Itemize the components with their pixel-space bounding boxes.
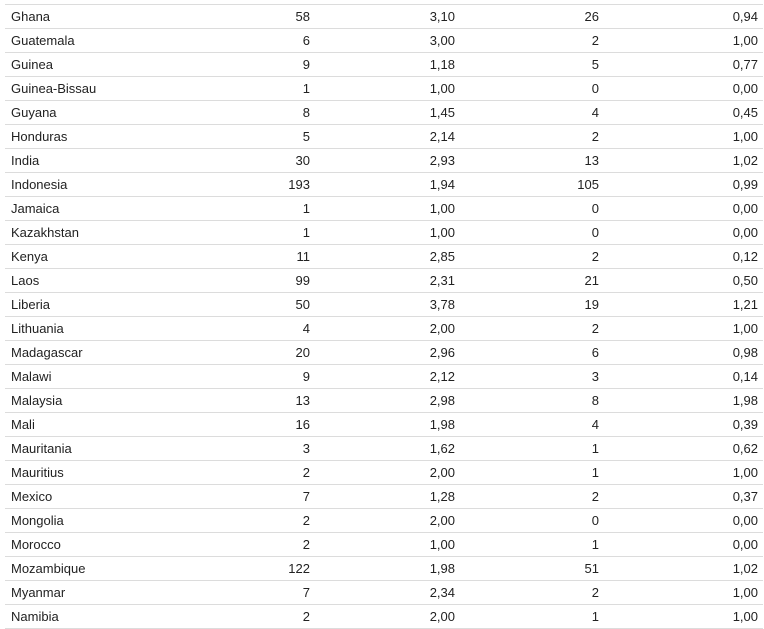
value-cell-1: 20	[121, 341, 310, 365]
table-row	[5, 101, 763, 125]
value-cell-3: 1	[455, 533, 599, 557]
value-cell-3: 0	[455, 221, 599, 245]
value-cell-3: 51	[455, 557, 599, 581]
value-cell-3: 4	[455, 413, 599, 437]
value-cell-3: 0	[455, 77, 599, 101]
value-cell-1: 2	[121, 533, 310, 557]
country-cell: Morocco	[5, 533, 121, 557]
value-cell-4: 1,98	[599, 389, 763, 413]
value-cell-3: 2	[455, 317, 599, 341]
value-cell-2: 2,34	[310, 581, 455, 605]
country-cell: Mauritania	[5, 437, 121, 461]
country-cell: Liberia	[5, 293, 121, 317]
value-cell-1: 3	[121, 437, 310, 461]
value-cell-2: 2,12	[310, 365, 455, 389]
value-cell-3: 4	[455, 101, 599, 125]
value-cell-2: 1,00	[310, 197, 455, 221]
table-row	[5, 557, 763, 581]
country-cell: Guinea-Bissau	[5, 77, 121, 101]
value-cell-3: 2	[455, 581, 599, 605]
value-cell-2: 2,14	[310, 125, 455, 149]
value-cell-2: 1,98	[310, 557, 455, 581]
country-cell: Mali	[5, 413, 121, 437]
value-cell-1: 7	[121, 581, 310, 605]
value-cell-4: 1,02	[599, 557, 763, 581]
value-cell-4: 1,00	[599, 317, 763, 341]
table-row	[5, 365, 763, 389]
value-cell-1: 13	[121, 389, 310, 413]
value-cell-4: 1,00	[599, 125, 763, 149]
value-cell-2: 1,00	[310, 77, 455, 101]
value-cell-2: 1,00	[310, 221, 455, 245]
value-cell-2: 2,00	[310, 509, 455, 533]
country-cell: Mongolia	[5, 509, 121, 533]
country-cell: Namibia	[5, 605, 121, 629]
table-row	[5, 5, 763, 29]
value-cell-4: 1,00	[599, 581, 763, 605]
value-cell-3: 21	[455, 269, 599, 293]
value-cell-4: 1,00	[599, 605, 763, 629]
value-cell-2: 2,31	[310, 269, 455, 293]
value-cell-1: 30	[121, 149, 310, 173]
table-row	[5, 125, 763, 149]
value-cell-1: 2	[121, 605, 310, 629]
country-cell: Laos	[5, 269, 121, 293]
value-cell-4: 1,00	[599, 461, 763, 485]
value-cell-3: 1	[455, 605, 599, 629]
value-cell-3: 19	[455, 293, 599, 317]
value-cell-4: 0,37	[599, 485, 763, 509]
table-row	[5, 293, 763, 317]
value-cell-2: 1,18	[310, 53, 455, 77]
country-cell: Madagascar	[5, 341, 121, 365]
value-cell-3: 2	[455, 245, 599, 269]
value-cell-1: 50	[121, 293, 310, 317]
table-row	[5, 173, 763, 197]
table-row	[5, 245, 763, 269]
value-cell-3: 13	[455, 149, 599, 173]
value-cell-1: 9	[121, 53, 310, 77]
value-cell-1: 7	[121, 485, 310, 509]
country-cell: Mauritius	[5, 461, 121, 485]
value-cell-3: 1	[455, 437, 599, 461]
value-cell-2: 1,94	[310, 173, 455, 197]
value-cell-2: 2,00	[310, 605, 455, 629]
value-cell-3: 26	[455, 5, 599, 29]
value-cell-1: 2	[121, 461, 310, 485]
value-cell-4: 0,14	[599, 365, 763, 389]
value-cell-3: 2	[455, 485, 599, 509]
value-cell-2: 3,00	[310, 29, 455, 53]
table-body	[5, 5, 763, 629]
value-cell-1: 99	[121, 269, 310, 293]
value-cell-3: 105	[455, 173, 599, 197]
value-cell-1: 1	[121, 77, 310, 101]
value-cell-3: 1	[455, 461, 599, 485]
table-row	[5, 269, 763, 293]
value-cell-1: 5	[121, 125, 310, 149]
value-cell-3: 0	[455, 509, 599, 533]
table-row	[5, 149, 763, 173]
value-cell-4: 0,00	[599, 221, 763, 245]
value-cell-4: 0,12	[599, 245, 763, 269]
value-cell-2: 2,85	[310, 245, 455, 269]
value-cell-4: 0,98	[599, 341, 763, 365]
table-row	[5, 389, 763, 413]
country-cell: Malawi	[5, 365, 121, 389]
value-cell-4: 0,00	[599, 509, 763, 533]
table-row	[5, 53, 763, 77]
value-cell-4: 0,50	[599, 269, 763, 293]
table-row	[5, 509, 763, 533]
value-cell-3: 3	[455, 365, 599, 389]
value-cell-1: 1	[121, 221, 310, 245]
country-cell: Mozambique	[5, 557, 121, 581]
table-row	[5, 197, 763, 221]
table-row	[5, 341, 763, 365]
value-cell-4: 1,02	[599, 149, 763, 173]
value-cell-2: 1,00	[310, 533, 455, 557]
value-cell-3: 6	[455, 341, 599, 365]
value-cell-4: 0,45	[599, 101, 763, 125]
value-cell-2: 3,10	[310, 5, 455, 29]
value-cell-2: 1,98	[310, 413, 455, 437]
value-cell-3: 5	[455, 53, 599, 77]
country-cell: Jamaica	[5, 197, 121, 221]
table-row	[5, 29, 763, 53]
value-cell-1: 8	[121, 101, 310, 125]
country-cell: Guinea	[5, 53, 121, 77]
table-row	[5, 485, 763, 509]
value-cell-4: 0,39	[599, 413, 763, 437]
country-cell: Indonesia	[5, 173, 121, 197]
table-row	[5, 605, 763, 629]
table-row	[5, 413, 763, 437]
value-cell-1: 58	[121, 5, 310, 29]
table-row	[5, 317, 763, 341]
country-cell: Kazakhstan	[5, 221, 121, 245]
value-cell-2: 2,00	[310, 461, 455, 485]
country-cell: India	[5, 149, 121, 173]
value-cell-1: 122	[121, 557, 310, 581]
value-cell-1: 2	[121, 509, 310, 533]
country-cell: Malaysia	[5, 389, 121, 413]
value-cell-1: 9	[121, 365, 310, 389]
country-cell: Kenya	[5, 245, 121, 269]
table-row	[5, 437, 763, 461]
value-cell-1: 4	[121, 317, 310, 341]
country-cell: Ghana	[5, 5, 121, 29]
country-cell: Mexico	[5, 485, 121, 509]
country-data-table	[5, 4, 763, 629]
value-cell-2: 2,93	[310, 149, 455, 173]
value-cell-3: 2	[455, 125, 599, 149]
value-cell-3: 8	[455, 389, 599, 413]
value-cell-3: 2	[455, 29, 599, 53]
value-cell-2: 1,45	[310, 101, 455, 125]
value-cell-4: 0,77	[599, 53, 763, 77]
value-cell-1: 16	[121, 413, 310, 437]
value-cell-2: 1,28	[310, 485, 455, 509]
table-row	[5, 77, 763, 101]
value-cell-2: 2,00	[310, 317, 455, 341]
value-cell-2: 2,96	[310, 341, 455, 365]
value-cell-2: 1,62	[310, 437, 455, 461]
country-cell: Guatemala	[5, 29, 121, 53]
value-cell-1: 11	[121, 245, 310, 269]
value-cell-1: 6	[121, 29, 310, 53]
value-cell-4: 0,99	[599, 173, 763, 197]
country-cell: Honduras	[5, 125, 121, 149]
value-cell-2: 3,78	[310, 293, 455, 317]
table-row	[5, 221, 763, 245]
table-row	[5, 533, 763, 557]
value-cell-4: 0,94	[599, 5, 763, 29]
value-cell-4: 0,00	[599, 197, 763, 221]
value-cell-3: 0	[455, 197, 599, 221]
country-cell: Lithuania	[5, 317, 121, 341]
value-cell-1: 193	[121, 173, 310, 197]
value-cell-4: 0,00	[599, 77, 763, 101]
value-cell-4: 0,00	[599, 533, 763, 557]
value-cell-4: 1,00	[599, 29, 763, 53]
value-cell-2: 2,98	[310, 389, 455, 413]
country-cell: Guyana	[5, 101, 121, 125]
value-cell-1: 1	[121, 197, 310, 221]
value-cell-4: 0,62	[599, 437, 763, 461]
table-row	[5, 581, 763, 605]
country-cell: Myanmar	[5, 581, 121, 605]
table-row	[5, 461, 763, 485]
value-cell-4: 1,21	[599, 293, 763, 317]
